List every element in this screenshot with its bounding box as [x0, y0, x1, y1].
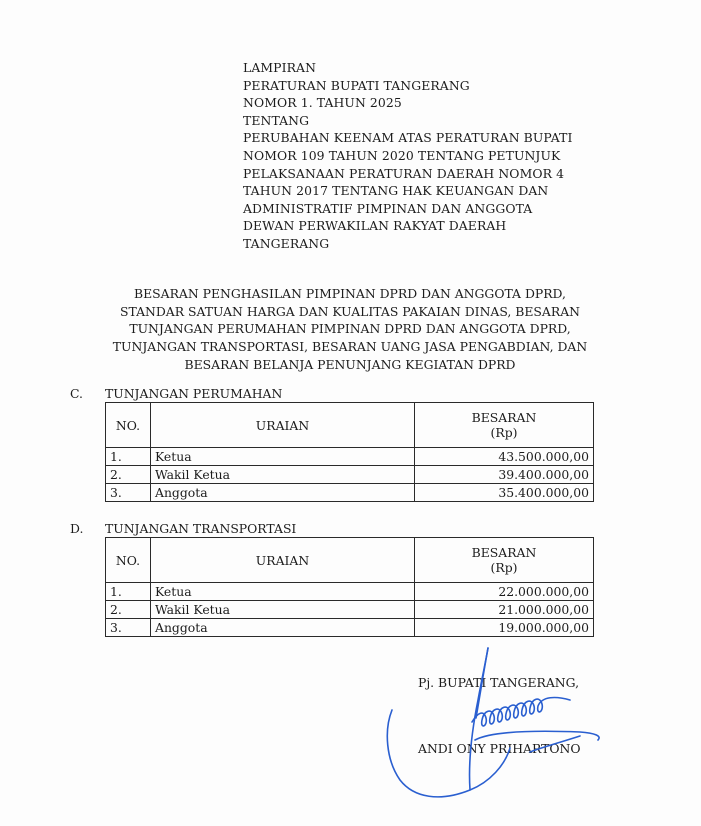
currency-label: (Rp)	[490, 425, 518, 440]
table-row	[106, 619, 594, 637]
column-header-uraian: URAIAN	[151, 538, 415, 583]
row-description: Anggota	[151, 484, 415, 502]
section-letter: D.	[70, 521, 84, 536]
header-line: NOMOR 109 TAHUN 2020 TENTANG PETUNJUK	[243, 147, 561, 163]
column-header-no: NO.	[106, 403, 151, 448]
header-line: DEWAN PERWAKILAN RAKYAT DAERAH	[243, 218, 507, 234]
signatory-name: ANDI ONY PRIHARTONO	[418, 741, 581, 756]
besaran-label: BESARAN	[471, 410, 537, 425]
table-row	[106, 448, 594, 466]
signature-stroke	[476, 648, 488, 718]
signature-stroke	[469, 648, 488, 790]
row-description: Wakil Ketua	[151, 601, 415, 619]
row-amount: 43.500.000,00	[415, 448, 594, 466]
header-line: PERUBAHAN KEENAM ATAS PERATURAN BUPATI	[243, 130, 573, 146]
header-line: TAHUN 2017 TENTANG HAK KEUANGAN DAN	[243, 183, 549, 199]
handwritten-signature	[380, 640, 610, 810]
attachment-header	[243, 59, 643, 253]
column-header-besaran	[415, 403, 594, 448]
header-line: ADMINISTRATIF PIMPINAN DAN ANGGOTA	[243, 200, 533, 216]
header-line: PELAKSANAAN PERATURAN DAERAH NOMOR 4	[243, 165, 565, 181]
section-title: TUNJANGAN PERUMAHAN	[105, 386, 283, 401]
title-line: STANDAR SATUAN HARGA DAN KUALITAS PAKAIAN DINAS, BESARAN	[120, 303, 580, 319]
column-header-besaran	[415, 538, 594, 583]
header-line: NOMOR 1. TAHUN 2025	[243, 95, 402, 111]
row-description: Ketua	[151, 583, 415, 601]
table-row	[106, 601, 594, 619]
currency-label: (Rp)	[490, 560, 518, 575]
document-title	[40, 285, 660, 374]
row-number: 1.	[106, 448, 151, 466]
row-number: 2.	[106, 466, 151, 484]
row-amount: 19.000.000,00	[415, 619, 594, 637]
title-line: TUNJANGAN PERUMAHAN PIMPINAN DPRD DAN ANGGOTA DPRD,	[129, 321, 571, 337]
row-description: Ketua	[151, 448, 415, 466]
table-header-row	[106, 538, 594, 583]
row-number: 3.	[106, 619, 151, 637]
table-row	[106, 484, 594, 502]
header-line: PERATURAN BUPATI TANGERANG	[243, 77, 470, 93]
title-line: TUNJANGAN TRANSPORTASI, BESARAN UANG JASA PENGABDIAN, DAN	[112, 339, 588, 355]
column-header-uraian: URAIAN	[151, 403, 415, 448]
table-row	[106, 466, 594, 484]
column-header-no: NO.	[106, 538, 151, 583]
row-description: Wakil Ketua	[151, 466, 415, 484]
header-line: TENTANG	[243, 112, 310, 128]
title-line: BESARAN PENGHASILAN PIMPINAN DPRD DAN ANGGOTA DPRD,	[134, 286, 566, 301]
transport-allowance-table	[105, 537, 594, 637]
row-description: Anggota	[151, 619, 415, 637]
title-line: BESARAN BELANJA PENUNJANG KEGIATAN DPRD	[184, 356, 516, 372]
row-amount: 22.000.000,00	[415, 583, 594, 601]
signature-stroke	[472, 698, 570, 726]
row-number: 1.	[106, 583, 151, 601]
row-number: 2.	[106, 601, 151, 619]
housing-allowance-table	[105, 402, 594, 502]
row-amount: 35.400.000,00	[415, 484, 594, 502]
besaran-label: BESARAN	[471, 545, 537, 560]
signature-stroke	[530, 736, 580, 752]
row-amount: 39.400.000,00	[415, 466, 594, 484]
header-line: TANGERANG	[243, 235, 330, 251]
section-letter: C.	[70, 386, 83, 401]
header-line: LAMPIRAN	[243, 60, 317, 75]
section-heading-c	[70, 386, 470, 402]
row-number: 3.	[106, 484, 151, 502]
table-header-row	[106, 403, 594, 448]
table-row	[106, 583, 594, 601]
row-amount: 21.000.000,00	[415, 601, 594, 619]
section-title: TUNJANGAN TRANSPORTASI	[105, 521, 297, 536]
section-heading-d	[70, 521, 470, 537]
signatory-title: Pj. BUPATI TANGERANG,	[418, 675, 580, 690]
signature-stroke	[387, 710, 510, 797]
